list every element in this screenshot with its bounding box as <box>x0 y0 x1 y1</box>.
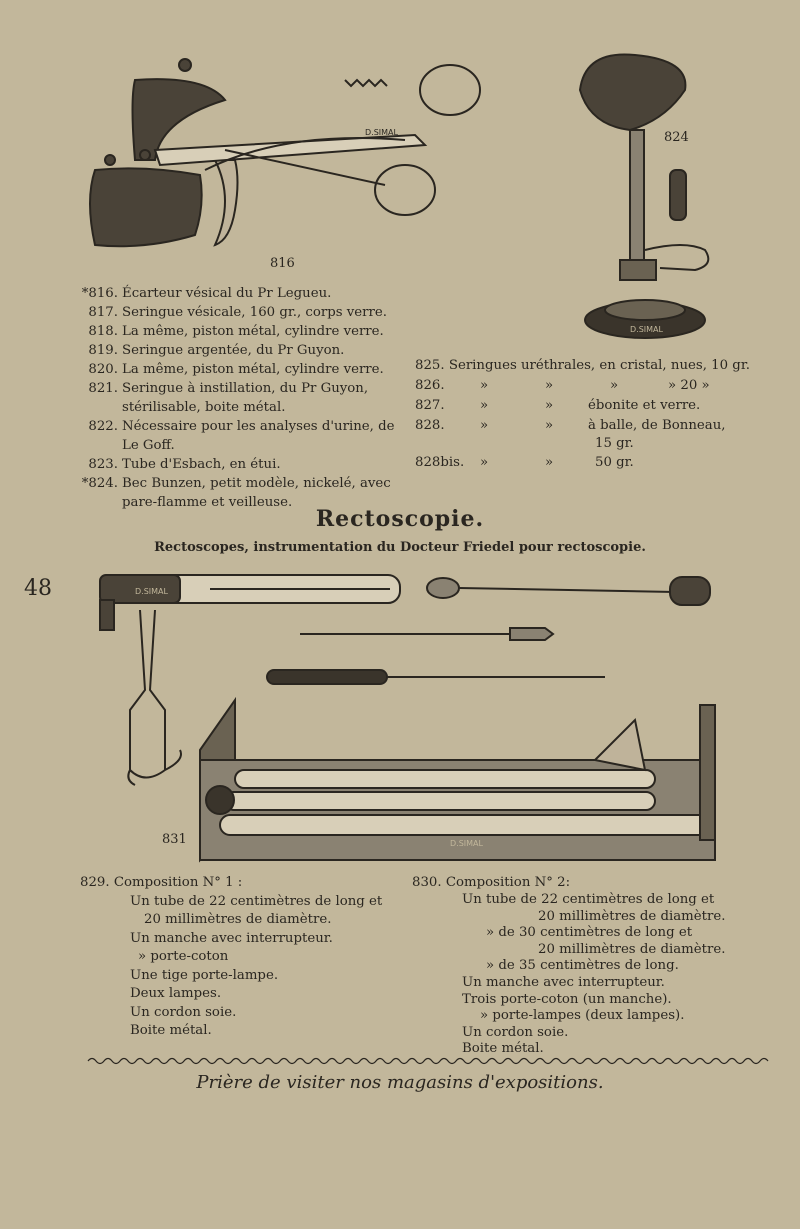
composition-line: Un tube de 22 centimètres de long et <box>130 893 383 909</box>
brand-mark: D.SIMAL <box>450 839 483 848</box>
section-title: Rectoscopie. <box>315 506 485 532</box>
figure-label-824: 824 <box>664 130 689 145</box>
composition-line: Un cordon soie. <box>462 1024 569 1040</box>
list-item: 825. Seringues uréthrales, en cristal, nues, 10 gr. <box>415 358 750 373</box>
ditto-mark: » <box>610 378 619 393</box>
composition-line: Un manche avec interrupteur. <box>130 930 333 946</box>
list-item: 821. Seringue à instillation, du Pr Guyon, stérilisable, boite métal. <box>88 381 369 415</box>
retractor-illustration <box>85 40 485 250</box>
ditto-mark: » <box>480 455 489 470</box>
list-item: 827. <box>415 398 445 413</box>
composition-line: 20 millimètres de diamètre. <box>144 912 332 927</box>
item-detail: 50 gr. <box>595 455 634 470</box>
composition-line: Boite métal. <box>462 1041 544 1057</box>
composition-line: » de 35 centimètres de long. <box>486 958 679 974</box>
composition-line: 20 millimètres de diamètre. <box>538 941 726 957</box>
list-item: 828. <box>415 418 445 433</box>
item-detail: ébonite et verre. <box>588 398 701 413</box>
composition-829 <box>80 874 400 1041</box>
lamp-holder-illustration <box>295 622 560 652</box>
obturator-illustration <box>265 668 610 688</box>
page-number: 48 <box>24 576 52 601</box>
cotton-holder-illustration <box>425 572 720 622</box>
composition-title: 830. Composition N° 2: <box>412 875 571 890</box>
list-item: 823. Tube d'Esbach, en étui. <box>88 457 281 472</box>
ditto-mark: » <box>545 398 554 413</box>
composition-line: Trois porte-coton (un manche). <box>462 991 672 1007</box>
list-item: *816. Écarteur vésical du Pr Legueu. <box>81 286 332 301</box>
composition-line: Un manche avec interrupteur. <box>462 974 665 990</box>
composition-line: » porte-lampes (deux lampes). <box>480 1008 685 1024</box>
list-item: 822. Nécessaire pour les analyses d'urine, de Le Goff. <box>88 419 395 453</box>
list-item: 817. Seringue vésicale, 160 gr., corps verre. <box>88 305 387 320</box>
list-item: *824. Bec Bunzen, petit modèle, nickelé, avec pare-flamme et veilleuse. <box>81 476 391 510</box>
brand-mark: D.SIMAL <box>365 128 398 137</box>
figure-label-816: 816 <box>270 256 295 271</box>
ditto-mark: » <box>545 418 554 433</box>
composition-title: 829. Composition N° 1 : <box>80 875 243 890</box>
ditto-mark: » <box>545 455 554 470</box>
composition-line: Deux lampes. <box>130 986 222 1001</box>
composition-line: 20 millimètres de diamètre. <box>538 908 726 924</box>
ditto-mark: » 20 » <box>668 378 710 393</box>
bunsen-burner-illustration <box>575 50 725 345</box>
footer-text: Prière de visiter nos magasins d'expositions. <box>196 1072 604 1093</box>
list-item: 820. La même, piston métal, cylindre verre. <box>88 362 384 377</box>
list-item: 819. Seringue argentée, du Pr Guyon. <box>88 343 345 358</box>
figure-label-831: 831 <box>162 832 187 847</box>
brand-mark: D.SIMAL <box>135 587 168 596</box>
list-item: 828bis. <box>415 455 465 470</box>
composition-line: » porte-coton <box>138 949 229 964</box>
ditto-mark: » <box>480 398 489 413</box>
composition-830 <box>412 874 732 1058</box>
section-subtitle: Rectoscopes, instrumentation du Docteur Friedel pour rectoscopie. <box>154 540 646 555</box>
ditto-mark: » <box>480 418 489 433</box>
item-list-left <box>78 284 398 512</box>
instrument-case-illustration <box>195 700 725 865</box>
composition-line: Un tube de 22 centimètres de long et <box>462 892 715 907</box>
list-item: 818. La même, piston métal, cylindre verre. <box>88 324 384 339</box>
ditto-mark: » <box>480 378 489 393</box>
composition-line: Une tige porte-lampe. <box>130 967 279 983</box>
brand-mark: D.SIMAL <box>630 325 663 334</box>
ornamental-rule <box>88 1056 718 1066</box>
composition-line: » de 30 centimètres de long et <box>486 925 693 941</box>
list-item: 826. <box>415 378 445 393</box>
ditto-mark: » <box>545 378 554 393</box>
composition-line: Un cordon soie. <box>130 1004 237 1020</box>
item-detail: à balle, de Bonneau, <box>588 418 726 433</box>
item-detail: 15 gr. <box>595 436 634 451</box>
composition-line: Boite métal. <box>130 1023 212 1038</box>
